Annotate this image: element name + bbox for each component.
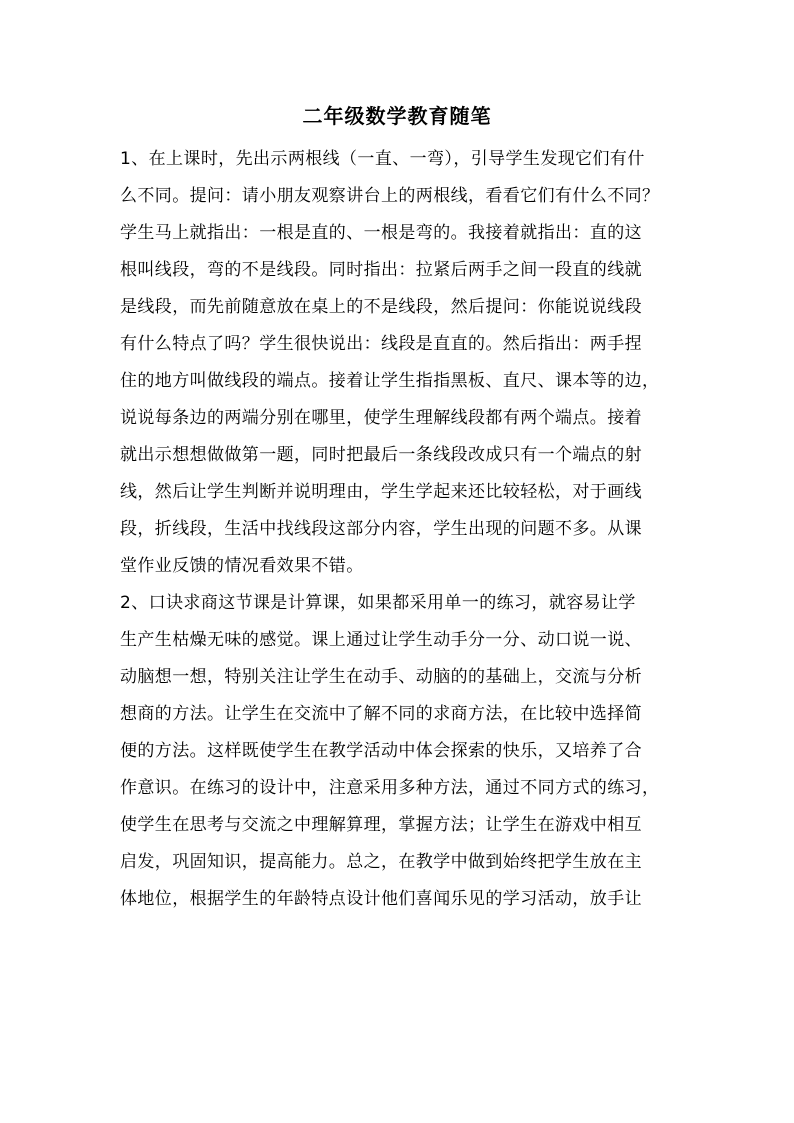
paragraph-line: 便的方法。这样既使学生在教学活动中体会探索的快乐，又培养了合 [120,741,642,761]
paragraph-line: 学生马上就指出：一根是直的、一根是弯的。我接着就指出：直的这 [120,223,642,243]
paragraph-line: 有什么特点了吗？学生很快说出：线段是直直的。然后指出：两手捏 [120,334,642,354]
paragraph-line: 线，然后让学生判断并说明理由，学生学起来还比较轻松，对于画线 [120,482,642,502]
paragraph-line: 2、口诀求商这节课是计算课，如果都采用单一的练习，就容易让学 [120,593,636,613]
paragraph-line: 就出示想想做做第一题，同时把最后一条线段改成只有一个端点的射 [120,445,642,465]
paragraph-line: 么不同。提问：请小朋友观察讲台上的两根线，看看它们有什么不同？ [120,186,660,206]
paragraph-line: 启发，巩固知识，提高能力。总之，在教学中做到始终把学生放在主 [120,852,642,872]
paragraph-line: 动脑想一想，特别关注让学生在动手、动脑的的基础上，交流与分析 [120,667,642,687]
paragraph-line: 说说每条边的两端分别在哪里，使学生理解线段都有两个端点。接着 [120,408,642,428]
paragraph-line: 体地位，根据学生的年龄特点设计他们喜闻乐见的学习活动，放手让 [120,889,642,909]
paragraph-line: 使学生在思考与交流之中理解算理，掌握方法；让学生在游戏中相互 [120,815,642,835]
paragraph-line: 根叫线段，弯的不是线段。同时指出：拉紧后两手之间一段直的线就 [120,260,642,280]
document-title: 二年级数学教育随笔 [302,104,492,128]
paragraph-line: 堂作业反馈的情况看效果不错。 [120,556,364,576]
paragraph-line: 生产生枯燥无味的感觉。课上通过让学生动手分一分、动口说一说、 [120,630,642,650]
paragraph-line: 1、在上课时，先出示两根线（一直、一弯），引导学生发现它们有什 [120,149,645,169]
paragraph-line: 住的地方叫做线段的端点。接着让学生指指黑板、直尺、课本等的边， [120,371,660,391]
paragraph-line: 是线段，而先前随意放在桌上的不是线段，然后提问：你能说说线段 [120,297,642,317]
paragraph-line: 作意识。在练习的设计中，注意采用多种方法，通过不同方式的练习， [120,778,660,798]
paragraph-line: 段，折线段，生活中找线段这部分内容，学生出现的问题不多。从课 [120,519,642,539]
paragraph-line: 想商的方法。让学生在交流中了解不同的求商方法，在比较中选择简 [120,704,642,724]
